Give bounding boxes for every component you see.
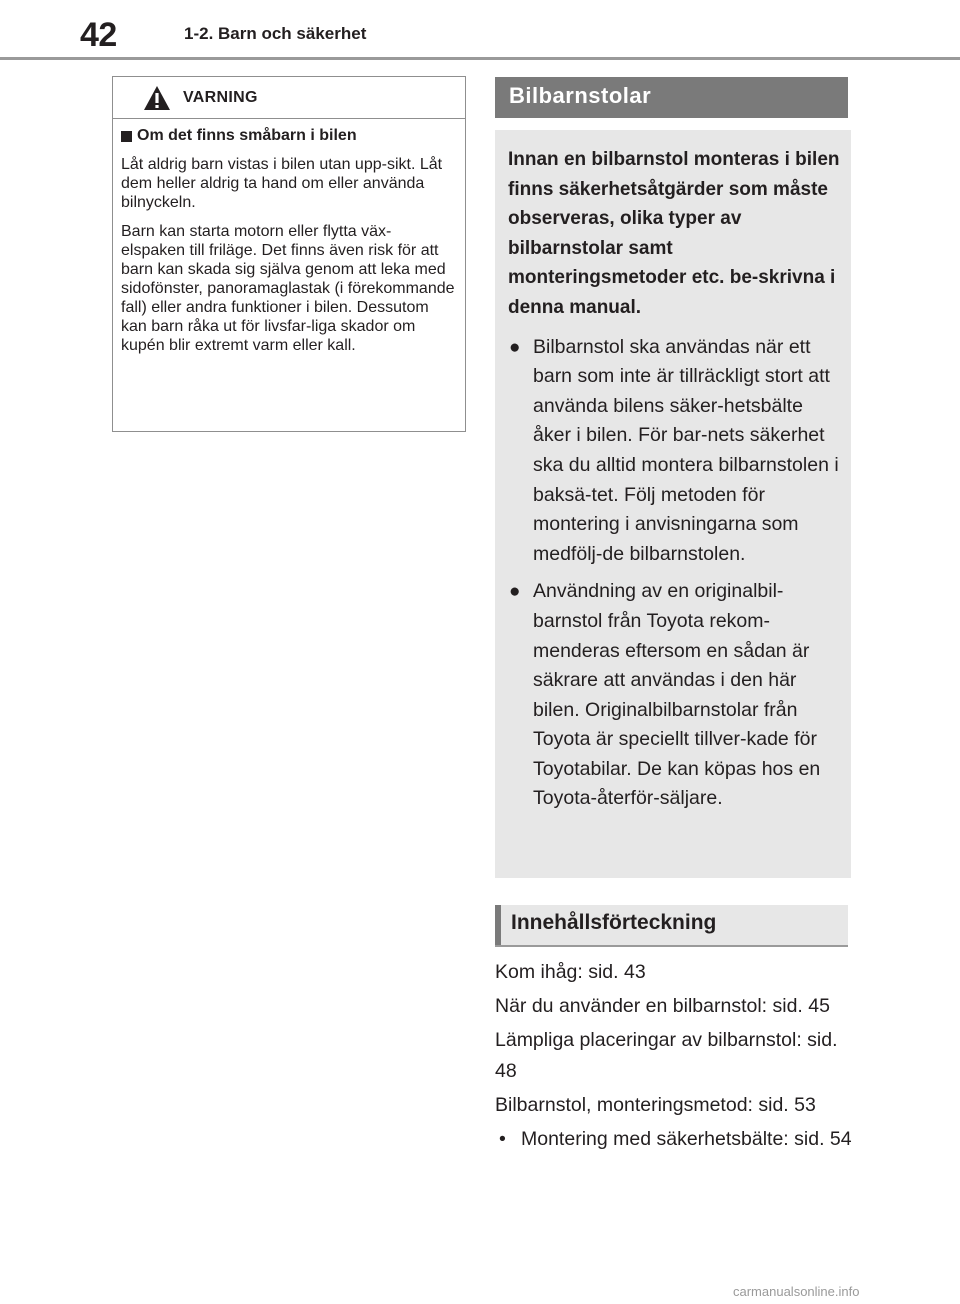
toc-entry[interactable]: Bilbarnstol, monteringsmetod: sid. 53 — [495, 1094, 816, 1116]
bullet-icon: ● — [509, 336, 521, 358]
bilbarnstolar-title: Bilbarnstolar — [509, 83, 652, 108]
section-title: 1-2. Barn och säkerhet — [184, 24, 367, 43]
warning-header — [113, 77, 465, 119]
bullet-icon: ● — [509, 581, 521, 603]
dot-bullet-icon: • — [499, 1128, 506, 1150]
warning-triangle-icon — [143, 85, 171, 111]
warning-paragraph: Barn kan starta motorn eller flytta väx-elspaken till friläge. Det finns även risk för att barn kan skada sig själva genom att leka med sidofönster, panoramaglastak (i förekommande fall) eller andra funktioner i bilen. Dessutom kan barn råka ut för livsfar-liga skador om kupén blir extremt varm eller kall. — [121, 223, 455, 354]
warning-subheading — [121, 127, 455, 145]
intro-text: Innan en bilbarnstol monteras i bilen finns säkerhetsåtgärder som måste observeras, olika typer av bilbarnstolar samt monteringsmetoder etc. be-skrivna i denna manual. — [508, 149, 840, 318]
list-item — [508, 577, 841, 814]
contents-heading — [495, 905, 848, 947]
toc-entry[interactable]: När du använder en bilbarnstol: sid. 45 — [495, 995, 830, 1017]
warning-box — [112, 76, 466, 432]
warning-subheading-text: Om det finns småbarn i bilen — [137, 127, 357, 144]
toc-entry[interactable]: Kom ihåg: sid. 43 — [495, 961, 646, 983]
bilbarnstolar-heading — [495, 77, 848, 118]
bullet-text: Användning av en originalbil-barnstol från Toyota rekom-menderas eftersom en sådan är säkrare att användas i den här bilen. Originalbilbarnstolar från Toyota är speciellt tillver-kade för Toyotabilar. De kan köpas hos en Toyota-återför-säljare. — [533, 580, 821, 810]
square-bullet-icon — [121, 131, 132, 142]
header-divider — [0, 57, 960, 60]
page-header — [0, 0, 960, 62]
warning-body — [113, 119, 465, 355]
warning-paragraph: Låt aldrig barn vistas i bilen utan upp-sikt. Låt dem heller aldrig ta hand om eller använda bilnyckeln. — [121, 156, 443, 211]
toc-sub-entry[interactable] — [495, 1124, 855, 1155]
page-number: 42 — [80, 16, 117, 54]
warning-label: VARNING — [183, 89, 258, 106]
bullet-text: Bilbarnstol ska användas när ett barn som inte är tillräckligt stort att använda bilens säker-hetsbälte åker i bilen. För bar-nets säkerhet ska du alltid montera bilbarnstolen i baksä-tet. Följ metoden för montering i anvisningarna som medfölj-de bilbarnstolen. — [533, 335, 839, 565]
contents-list — [495, 957, 855, 1155]
list-item — [508, 333, 841, 570]
heading-accent-bar — [495, 905, 501, 945]
toc-entry[interactable]: Lämpliga placeringar av bilbarnstol: sid. 48 — [495, 1029, 838, 1082]
intro-box — [495, 130, 851, 878]
toc-sub-entry-text: Montering med säkerhetsbälte: sid. 54 — [521, 1128, 852, 1150]
watermark: carmanualsonline.info — [733, 1284, 860, 1299]
contents-title: Innehållsförteckning — [511, 911, 717, 934]
